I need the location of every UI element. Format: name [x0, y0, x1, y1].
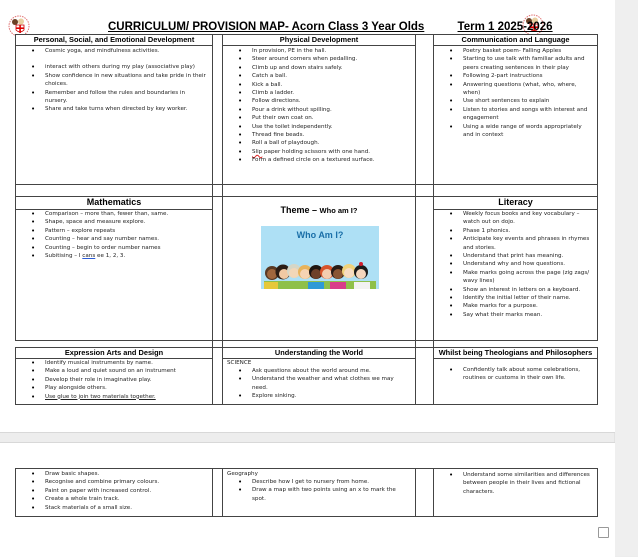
- child-face: [342, 264, 356, 278]
- theology-list: [434, 366, 597, 383]
- list-item: • Identify musical instruments by name.: [16, 359, 212, 367]
- list-item: • Identify the initial letter of their name.: [434, 294, 597, 302]
- list-item: • Draw a map with two points using an x to mark the spot.: [223, 486, 415, 503]
- list-item-text: ee 1, 2, 3.: [95, 253, 126, 260]
- world-cell-continued: [222, 468, 416, 517]
- list-item: • Share and take turns when directed by key worker.: [16, 105, 212, 113]
- theology-cell: [433, 347, 598, 405]
- children-faces-illustration: [264, 251, 376, 289]
- list-item: • Weekly focus books and key vocabulary – watch out on dojo.: [434, 210, 597, 227]
- list-item: • Recognise and combine primary colours.: [16, 478, 212, 486]
- maths-cell: [15, 196, 213, 341]
- science-label: SCIENCE: [227, 360, 252, 366]
- expressive-list: [16, 359, 212, 401]
- communication-cell: [433, 34, 598, 185]
- theme-image-title: Who Am I?: [296, 230, 344, 240]
- misspelled-word[interactable]: Slip: [252, 148, 263, 155]
- list-item: • Make a loud and quiet sound on an instrument: [16, 367, 212, 375]
- list-item: • Ask questions about the world around me.: [223, 367, 415, 375]
- theology-cell-continued: [433, 468, 598, 517]
- list-item: • Explore sinking.: [223, 392, 415, 400]
- list-item: • Describe how I get to nursery from home.: [223, 478, 415, 486]
- list-item: • Confidently talk about some celebrations, routines or customs in their own life.: [434, 366, 597, 383]
- theme-value: Who am I?: [319, 206, 358, 215]
- list-item: • Using a wide range of words appropriately and in context: [434, 123, 597, 140]
- list-item-text: paper holding scissors with one hand.: [264, 148, 371, 155]
- theme-title: [223, 205, 415, 215]
- list-item: • Understand that print has meaning.: [434, 252, 597, 260]
- list-item: [223, 148, 415, 156]
- list-item: • Following 2-part instructions: [434, 72, 597, 80]
- list-item: • Counting – hear and say number names.: [16, 235, 212, 243]
- flagged-word[interactable]: cans: [82, 253, 96, 260]
- theme-image[interactable]: [261, 226, 379, 289]
- list-item: • Make marks going across the page (zig zags/ wavy lines): [434, 269, 597, 286]
- physical-cell: [222, 34, 416, 185]
- child-face: [354, 262, 368, 279]
- list-item: • Follow directions.: [223, 97, 415, 105]
- layout-options-checkbox[interactable]: [598, 527, 609, 538]
- list-item: • Remember and follow the rules and boundaries in nursery.: [16, 89, 212, 106]
- spacer-cell: [415, 468, 434, 517]
- literacy-list: [434, 210, 597, 319]
- list-item: • Put their own coat on.: [223, 114, 415, 122]
- psed-cell: [15, 34, 213, 185]
- list-item: • Stack materials of a small size.: [16, 504, 212, 512]
- expressive-heading: Expression Arts and Design: [16, 348, 212, 359]
- world-heading: Understanding the World: [223, 348, 415, 359]
- list-item: • Thread fine beads.: [223, 131, 415, 139]
- list-item: • Develop their role in imaginative play.: [16, 376, 212, 384]
- list-item: • Understand the weather and what clothes we may need.: [223, 375, 415, 392]
- theme-label: Theme –: [280, 205, 320, 215]
- page-margin-scroll-area: [614, 0, 638, 556]
- science-list: [223, 367, 415, 401]
- document-page-2: [0, 442, 615, 557]
- theology-heading: Whilst being Theologians and Philosophers: [434, 348, 597, 359]
- list-item: • Draw basic shapes.: [16, 470, 212, 478]
- list-item: • Pour a drink without spilling.: [223, 106, 415, 114]
- expressive-cell-continued: [15, 468, 213, 517]
- expressive-list-continued: [16, 470, 212, 512]
- list-item: • Cosmic yoga, and mindfulness activities.: [16, 47, 212, 55]
- term-text: Term 1 2025-2026: [457, 21, 553, 33]
- list-item: • Form a defined circle on a textured surface.: [223, 156, 415, 164]
- list-item: • Poetry basket poem- Falling Apples: [434, 47, 597, 55]
- list-item: • Climb a ladder.: [223, 89, 415, 97]
- list-item: [16, 252, 212, 260]
- list-item: • Use short sentences to explain: [434, 97, 597, 105]
- theology-list-continued: [434, 471, 597, 496]
- communication-heading: Communication and Language: [434, 35, 597, 46]
- psed-heading: Personal, Social, and Emotional Development: [16, 35, 212, 46]
- spacer-cell: [415, 196, 434, 341]
- physical-list: [223, 47, 415, 165]
- world-cell: [222, 347, 416, 405]
- maths-list: [16, 210, 212, 260]
- list-item: • In provision, PE in the hall.: [223, 47, 415, 55]
- list-item: • Comparison – more than, fewer than, same.: [16, 210, 212, 218]
- geography-list: [223, 478, 415, 503]
- list-item: • Pattern – explore repeats: [16, 227, 212, 235]
- list-item: • Counting – begin to order number names: [16, 244, 212, 252]
- list-item: • Play alongside others.: [16, 384, 212, 392]
- list-item: • Create a whole train track.: [16, 495, 212, 503]
- list-item: • interact with others during my play (associative play): [16, 63, 212, 71]
- list-item: • Catch a ball.: [223, 72, 415, 80]
- list-item: • Shape, space and measure explore.: [16, 218, 212, 226]
- list-item: • Use glue to join two materials together.: [16, 393, 212, 401]
- theme-cell: [222, 196, 416, 341]
- list-item-text: Subitising – I: [45, 253, 83, 260]
- literacy-heading: Literacy: [434, 197, 597, 210]
- title-text: CURRICULUM/ PROVISION MAP- Acorn Class 3 Year Olds: [108, 21, 425, 33]
- communication-list: [434, 47, 597, 139]
- geography-label: Geography: [227, 471, 258, 477]
- spacer-cell: [415, 347, 434, 405]
- list-item: • Climb up and down stairs safely.: [223, 64, 415, 72]
- document-title: [108, 21, 553, 33]
- list-item: • Understand why and how questions.: [434, 260, 597, 268]
- list-item: • Understand some similarities and differences between people in their lives and fictional characters.: [434, 471, 597, 496]
- list-item: • Answering questions (what, who, where, when): [434, 81, 597, 98]
- list-item: • Use the toilet independently.: [223, 123, 415, 131]
- list-item: • Say what their marks mean.: [434, 311, 597, 319]
- list-item: • Steer around corners when pedalling.: [223, 55, 415, 63]
- literacy-cell: [433, 196, 598, 341]
- list-item: • Show an interest in letters on a keyboard.: [434, 286, 597, 294]
- list-item: • Starting to use talk with familiar adults and peers creating sentences in their play: [434, 55, 597, 72]
- psed-list: [16, 47, 212, 114]
- spacer-cell: [415, 34, 434, 185]
- expressive-cell: [15, 347, 213, 405]
- list-item: • Make marks for a purpose.: [434, 302, 597, 310]
- maths-heading: Mathematics: [16, 197, 212, 210]
- list-item: • Paint on paper with increased control.: [16, 487, 212, 495]
- list-item: • Listen to stories and songs with interest and engagement: [434, 106, 597, 123]
- list-item: • Roll a ball of playdough.: [223, 139, 415, 147]
- list-item: • Kick a ball.: [223, 81, 415, 89]
- list-item: • Phase 1 phonics.: [434, 227, 597, 235]
- list-item: • Show confidence in new situations and take pride in their choices.: [16, 72, 212, 89]
- list-item: • Anticipate key events and phrases in rhymes and stories.: [434, 235, 597, 252]
- physical-heading: Physical Development: [223, 35, 415, 46]
